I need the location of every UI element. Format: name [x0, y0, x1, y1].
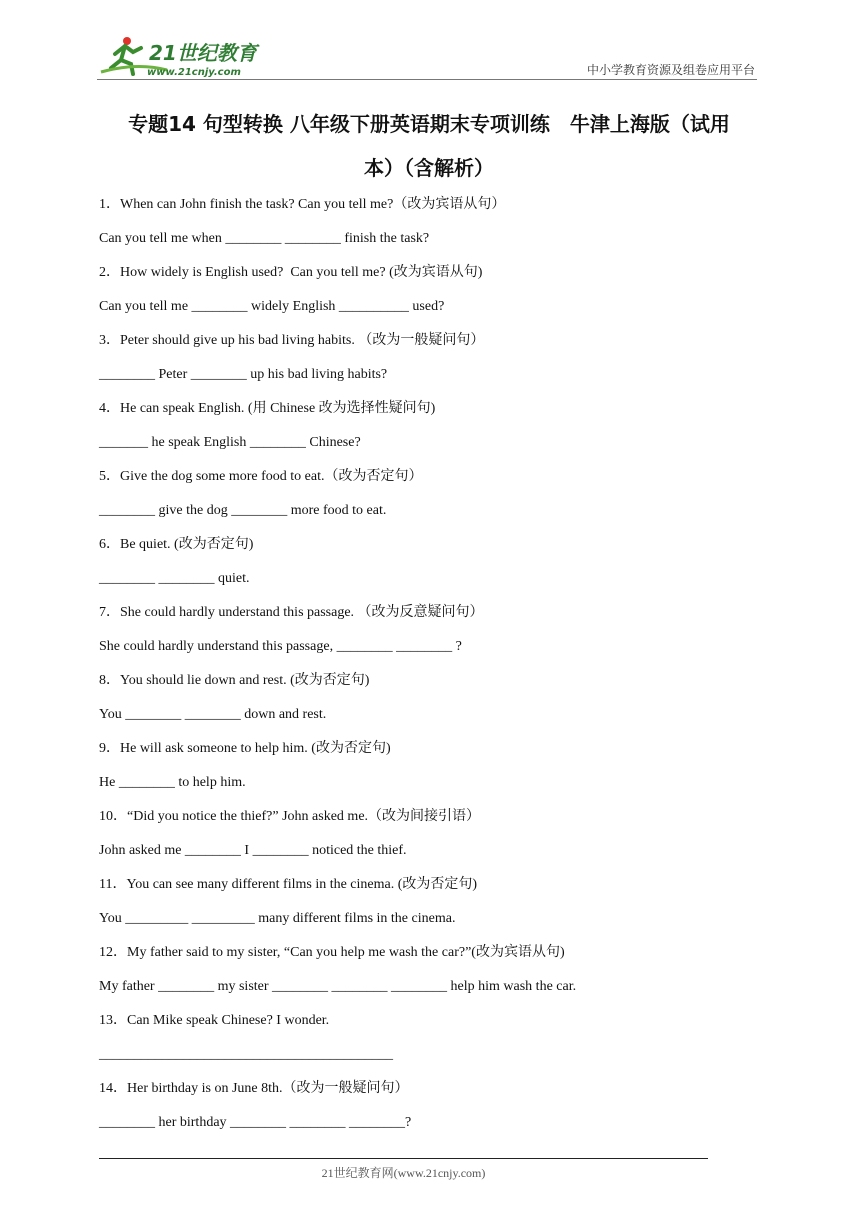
page-footer: 21世纪教育网(www.21cnjy.com)	[321, 1166, 486, 1180]
answer-line-11: You _________ _________ many different films in the cinema.	[99, 911, 456, 926]
answer-line-13: __________________________________________	[99, 1047, 393, 1062]
answer-line-1: Can you tell me when ________ ________ finish the task?	[99, 231, 430, 246]
question-1: 1．When can John finish the task? Can you tell me?（改为宾语从句）	[99, 197, 506, 212]
question-5: 5．Give the dog some more food to eat.（改为否定句）	[99, 469, 423, 484]
answer-line-6: ________ ________ quiet.	[99, 571, 250, 586]
svg-text:www.21cnjy.com: www.21cnjy.com	[147, 67, 241, 78]
question-2: 2．How widely is English used? Can you tell me? (改为宾语从句)	[99, 265, 483, 280]
question-6: 6．Be quiet. (改为否定句)	[99, 537, 254, 552]
answer-line-9: He ________ to help him.	[99, 775, 246, 790]
question-3: 3．Peter should give up his bad living habits. （改为一般疑问句）	[99, 333, 485, 348]
question-list	[99, 194, 779, 1146]
question-14: 14．Her birthday is on June 8th.（改为一般疑问句）	[99, 1081, 409, 1096]
question-8: 8．You should lie down and rest. (改为否定句)	[99, 673, 370, 688]
svg-text:21世纪教育: 21世纪教育	[149, 41, 257, 65]
question-9: 9．He will ask someone to help him. (改为否定句)	[99, 741, 391, 756]
title-line-1: 专题14 句型转换 八年级下册英语期末专项训练 牛津上海版（试用	[128, 112, 730, 136]
answer-line-5: ________ give the dog ________ more food to eat.	[99, 503, 387, 518]
footer-divider	[99, 1158, 708, 1159]
question-7: 7．She could hardly understand this passage. （改为反意疑问句）	[99, 605, 484, 620]
answer-line-7: She could hardly understand this passage, ________ ________ ?	[99, 639, 462, 654]
question-4: 4．He can speak English. (用 Chinese 改为选择性疑问句)	[99, 401, 436, 416]
title-line-2: 本）（含解析）	[364, 156, 494, 180]
answer-line-10: John asked me ________ I ________ noticed the thief.	[99, 843, 407, 858]
answer-line-3: ________ Peter ________ up his bad living habits?	[99, 367, 388, 382]
answer-line-4: _______ he speak English ________ Chinese?	[99, 435, 361, 450]
document-title	[97, 102, 761, 190]
answer-line-8: You ________ ________ down and rest.	[99, 707, 327, 722]
answer-line-2: Can you tell me ________ widely English __________ used?	[99, 299, 445, 314]
platform-name: 中小学教育资源及组卷应用平台	[586, 63, 755, 77]
question-12: 12．My father said to my sister, “Can you help me wash the car?”(改为宾语从句)	[99, 945, 565, 960]
answer-line-14: ________ her birthday ________ ________ ________?	[99, 1115, 412, 1130]
question-11: 11．You can see many different films in the cinema. (改为否定句)	[99, 877, 478, 892]
question-13: 13．Can Mike speak Chinese? I wonder.	[99, 1013, 330, 1028]
site-logo	[97, 32, 267, 78]
answer-line-12: My father ________ my sister ________ ________ ________ help him wash the car.	[99, 979, 577, 994]
question-10: 10．“Did you notice the thief?” John asked me.（改为间接引语）	[99, 809, 481, 824]
header-divider	[97, 79, 757, 80]
page-header	[97, 28, 757, 78]
